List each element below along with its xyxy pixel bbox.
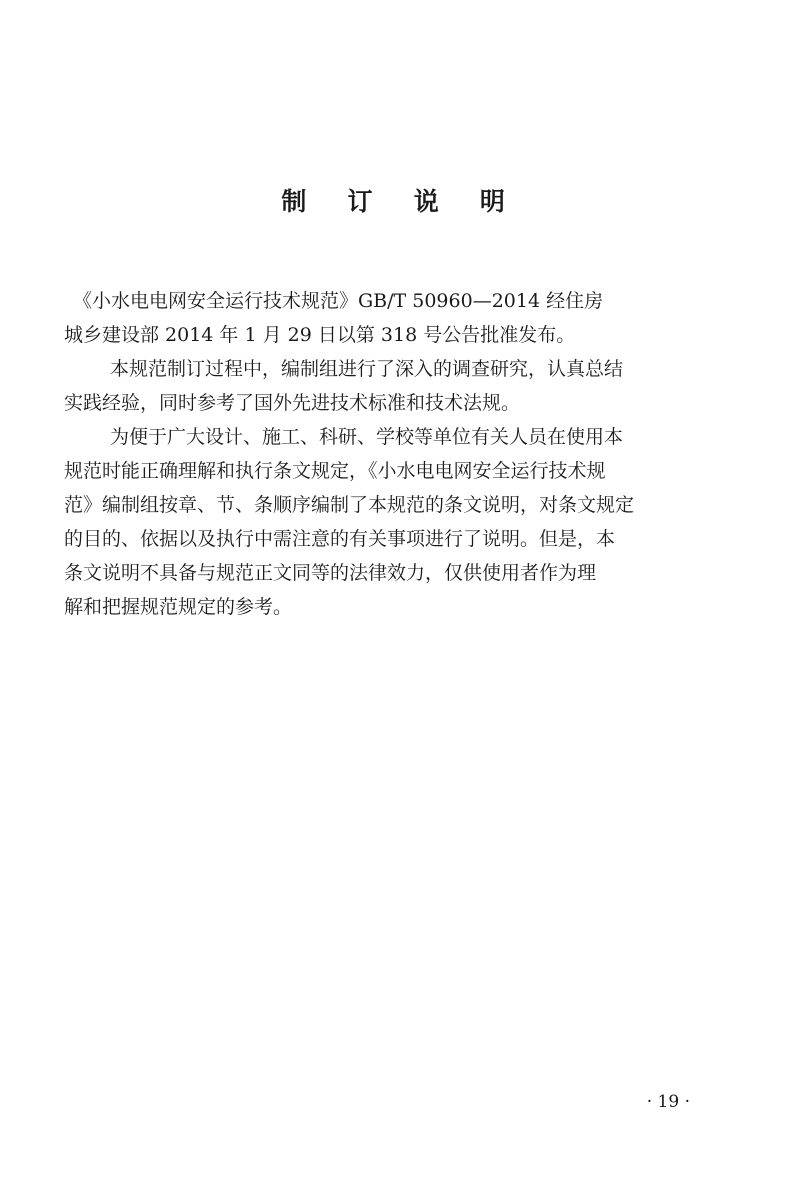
body-line: 解和把握规范规定的参考。 <box>64 596 293 618</box>
body-line: 规范时能正确理解和执行条文规定，《小水电电网安全运行技术规 <box>64 460 606 482</box>
page-number: · 19 · <box>646 1092 690 1112</box>
page-title: 制 订 说 明 <box>281 187 522 216</box>
body-line: 城乡建设部 2014 年 1 月 29 日以第 318 号公告批准发布。 <box>64 324 576 346</box>
body-line: 《小水电电网安全运行技术规范》GB/T 50960—2014 经住房 <box>73 290 604 312</box>
body-line: 条文说明不具备与规范正文同等的法律效力，仅供使用者作为理 <box>64 562 597 584</box>
body-line: 的目的、依据以及执行中需注意的有关事项进行了说明。但是，本 <box>64 528 616 550</box>
body-line: 为便于广大设计、施工、科研、学校等单位有关人员在使用本 <box>110 426 624 448</box>
body-line: 本规范制订过程中，编制组进行了深入的调查研究，认真总结 <box>110 358 624 380</box>
body-line: 实践经验，同时参考了国外先进技术标准和技术法规。 <box>64 392 521 414</box>
body-line: 范》编制组按章、节、条顺序编制了本规范的条文说明，对条文规定 <box>64 494 635 516</box>
